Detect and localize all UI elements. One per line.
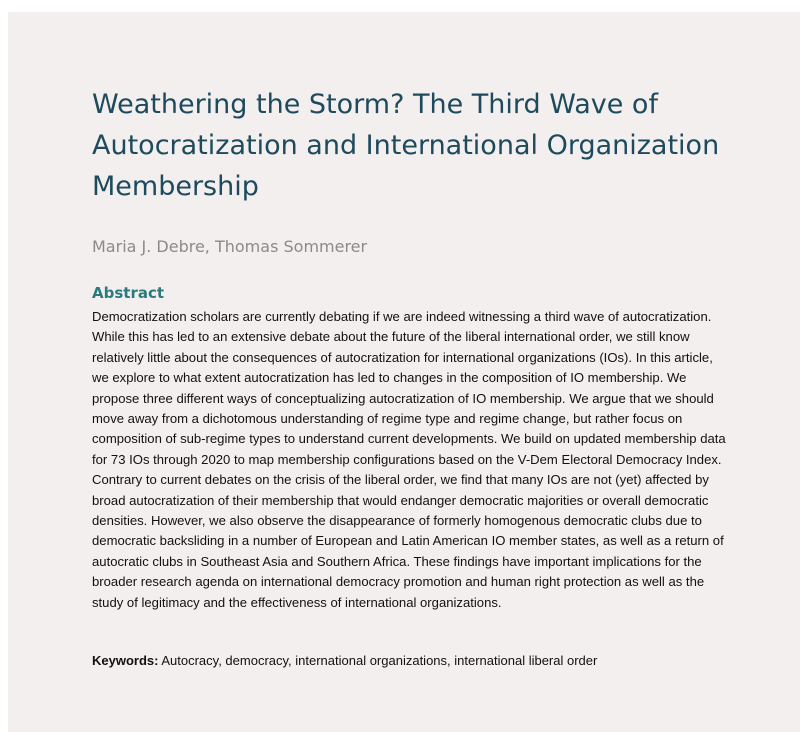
keywords-text: Autocracy, democracy, international organizations, international liberal order [158, 653, 598, 668]
paper-title: Weathering the Storm? The Third Wave of Autocratization and International Organization Membership [92, 89, 720, 202]
keywords-line [92, 651, 732, 671]
abstract-body: Democratization scholars are currently debating if we are indeed witnessing a third wave of autocratization. While this has led to an extensive debate about the future of the liberal international order, we still know relatively little about the consequences of autocratization for international organizations (IOs). In this article, we explore to what extent autocratization has led to changes in the composition of IO membership. We propose three different ways of conceptualizing autocratization of IO membership. We argue that we should move away from a dichotomous understanding of regime type and regime change, but rather focus on composition of sub-regime types to understand current developments. We build on updated membership data for 73 IOs through 2020 to map membership configurations based on the V-Dem Electoral Democracy Index. Contrary to current debates on the crisis of the liberal order, we find that many IOs are not (yet) affected by broad autocratization of their membership that would endanger democratic majorities or overall democratic densities. However, we also observe the disappearance of formerly homogenous democratic clubs due to democratic backsliding in a number of European and Latin American IO member states, as well as a return of autocratic clubs in Southeast Asia and Southern Africa. These findings have important implications for the broader research agenda on international democracy promotion and human right protection as well as the study of legitimacy and the effectiveness of international organizations. [92, 309, 726, 610]
paper-page [8, 12, 800, 732]
keywords-label: Keywords: [92, 653, 159, 668]
paper-authors: Maria J. Debre, Thomas Sommerer [92, 237, 368, 256]
abstract-heading: Abstract [92, 284, 165, 302]
